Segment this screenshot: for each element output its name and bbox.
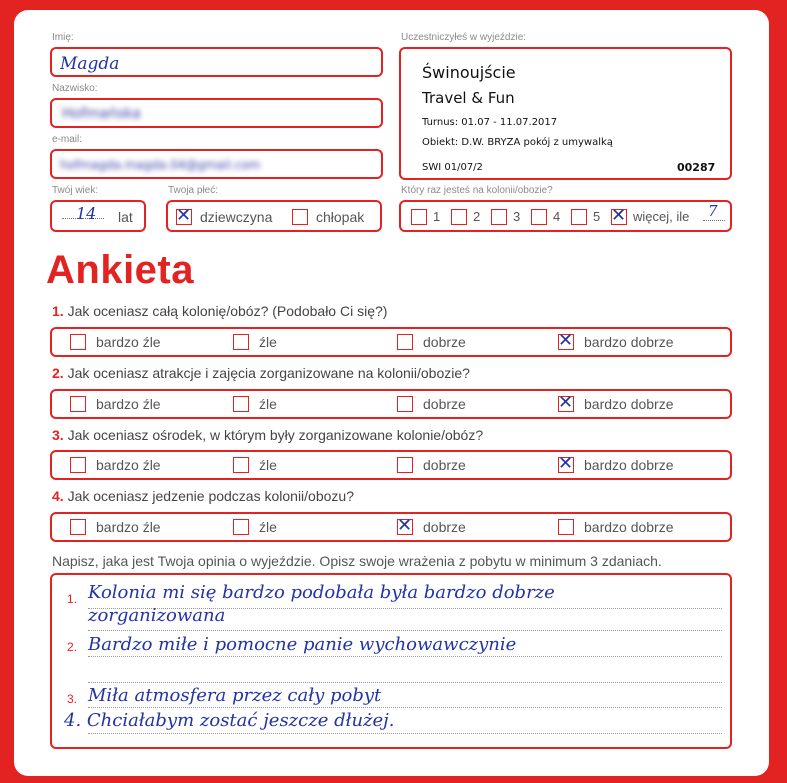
times-more-label: więcej, ile bbox=[633, 209, 690, 224]
surname-value: Hofmańska bbox=[62, 106, 141, 122]
age-unit: lat bbox=[118, 209, 133, 225]
times-option-2: 2 bbox=[473, 209, 481, 224]
question-4 bbox=[52, 488, 354, 504]
rating-option-label: dobrze bbox=[423, 457, 466, 473]
age-value: 14 bbox=[76, 204, 97, 223]
rating-row-2 bbox=[50, 389, 732, 419]
name-field[interactable] bbox=[50, 47, 383, 77]
rating-checkbox[interactable] bbox=[233, 396, 249, 412]
rating-checkbox[interactable] bbox=[397, 515, 413, 536]
times-option-3: 3 bbox=[513, 209, 521, 224]
surname-label: Nazwisko: bbox=[52, 83, 98, 94]
rating-checkbox[interactable] bbox=[70, 519, 86, 535]
rating-option-label: źle bbox=[259, 519, 277, 535]
rating-checkbox[interactable] bbox=[397, 396, 413, 412]
opinion-text-line-1: Kolonia mi się bardzo podobała była bardzo dobrze bbox=[88, 582, 555, 603]
times-label: Który raz jesteś na kolonii/obozie? bbox=[401, 185, 553, 196]
gender-label: Twoja płeć: bbox=[168, 185, 219, 196]
question-text: Jak oceniasz jedzenie podczas kolonii/obozu? bbox=[67, 488, 354, 504]
question-text: Jak oceniasz atrakcje i zajęcia zorganizowane na kolonii/obozie? bbox=[67, 365, 470, 381]
rating-option-label: bardzo źle bbox=[96, 396, 161, 412]
opinion-line bbox=[88, 630, 722, 632]
rating-option-label: bardzo dobrze bbox=[584, 396, 674, 412]
rating-checkbox[interactable] bbox=[558, 453, 574, 474]
opinion-number-2: 2. bbox=[67, 640, 78, 654]
opinion-text-line-2: zorganizowana bbox=[88, 605, 226, 626]
email-value: hofmagda.magda.04@gmail.com bbox=[60, 158, 261, 172]
check-mark-icon: ✕ bbox=[176, 205, 192, 226]
surname-field[interactable] bbox=[50, 98, 383, 128]
question-number: 3. bbox=[52, 427, 64, 443]
question-text: Jak oceniasz całą kolonię/obóz? (Podobało Ci się?) bbox=[67, 303, 388, 319]
rating-checkbox[interactable] bbox=[397, 457, 413, 473]
trip-program: Travel & Fun bbox=[422, 89, 515, 107]
check-mark-icon: ✕ bbox=[558, 453, 574, 474]
rating-option-label: bardzo dobrze bbox=[584, 519, 674, 535]
opinion-text-line-4: Miła atmosfera przez cały pobyt bbox=[88, 685, 382, 706]
gender-option-girl: dziewczyna bbox=[200, 209, 273, 225]
times-more-value: 7 bbox=[708, 202, 718, 220]
opinion-prompt: Napisz, jaka jest Twoja opinia o wyjeździe. Opisz swoje wrażenia z pobytu w minimum 3 zdaniach. bbox=[52, 553, 662, 569]
rating-checkbox[interactable] bbox=[233, 334, 249, 350]
question-number: 1. bbox=[52, 303, 64, 319]
times-option-1: 1 bbox=[433, 209, 441, 224]
name-label: Imię: bbox=[52, 32, 74, 43]
trip-label: Uczestniczyłeś w wyjeździe: bbox=[401, 32, 527, 43]
rating-checkbox[interactable] bbox=[558, 392, 574, 413]
times-dotted-line bbox=[703, 220, 725, 221]
trip-destination: Świnoujście bbox=[422, 63, 516, 82]
opinion-line bbox=[88, 656, 722, 658]
rating-checkbox[interactable] bbox=[558, 519, 574, 535]
question-3 bbox=[52, 427, 483, 443]
question-text: Jak oceniasz ośrodek, w którym były zorganizowane kolonie/obóz? bbox=[67, 427, 484, 443]
times-checkbox-2[interactable] bbox=[451, 209, 467, 225]
trip-object: Obiekt: D.W. BRYZA pokój z umywalką bbox=[422, 137, 613, 148]
check-mark-icon: ✕ bbox=[558, 330, 574, 351]
opinion-line bbox=[88, 707, 722, 709]
gender-checkbox-boy[interactable] bbox=[292, 209, 308, 225]
question-1 bbox=[52, 303, 387, 319]
rating-checkbox[interactable] bbox=[70, 396, 86, 412]
rating-checkbox[interactable] bbox=[558, 330, 574, 351]
rating-row-1 bbox=[50, 327, 732, 357]
rating-option-label: źle bbox=[259, 334, 277, 350]
rating-option-label: źle bbox=[259, 457, 277, 473]
trip-turnus: Turnus: 01.07 - 11.07.2017 bbox=[422, 117, 558, 128]
times-checkbox-4[interactable] bbox=[531, 209, 547, 225]
times-checkbox-more[interactable] bbox=[611, 205, 627, 226]
name-value: Magda bbox=[60, 54, 120, 74]
times-checkbox-3[interactable] bbox=[491, 209, 507, 225]
check-mark-icon: ✕ bbox=[558, 392, 574, 413]
rating-option-label: bardzo źle bbox=[96, 334, 161, 350]
rating-checkbox[interactable] bbox=[233, 519, 249, 535]
trip-info-box bbox=[399, 47, 732, 180]
gender-checkbox-girl[interactable] bbox=[176, 205, 192, 226]
question-number: 4. bbox=[52, 488, 64, 504]
opinion-line bbox=[88, 682, 722, 684]
gender-field bbox=[166, 200, 382, 232]
question-number: 2. bbox=[52, 365, 64, 381]
rating-option-label: bardzo źle bbox=[96, 457, 161, 473]
rating-option-label: bardzo dobrze bbox=[584, 334, 674, 350]
rating-option-label: źle bbox=[259, 396, 277, 412]
rating-row-4 bbox=[50, 512, 732, 542]
rating-option-label: dobrze bbox=[423, 334, 466, 350]
age-field[interactable] bbox=[50, 200, 146, 232]
gender-option-boy: chłopak bbox=[316, 209, 365, 225]
opinion-text-line-3: Bardzo miłe i pomocne panie wychowawczynie bbox=[88, 634, 517, 655]
trip-number: 00287 bbox=[677, 161, 716, 174]
rating-checkbox[interactable] bbox=[70, 334, 86, 350]
email-field[interactable] bbox=[50, 149, 383, 179]
rating-checkbox[interactable] bbox=[233, 457, 249, 473]
rating-option-label: bardzo źle bbox=[96, 519, 161, 535]
times-field bbox=[399, 200, 732, 232]
rating-option-label: bardzo dobrze bbox=[584, 457, 674, 473]
question-2 bbox=[52, 365, 470, 381]
rating-option-label: dobrze bbox=[423, 519, 466, 535]
age-label: Twój wiek: bbox=[52, 185, 99, 196]
times-option-4: 4 bbox=[553, 209, 561, 224]
rating-row-3 bbox=[50, 450, 732, 480]
times-checkbox-5[interactable] bbox=[571, 209, 587, 225]
survey-title: Ankieta bbox=[46, 248, 194, 292]
times-checkbox-1[interactable] bbox=[411, 209, 427, 225]
rating-checkbox[interactable] bbox=[397, 334, 413, 350]
times-option-5: 5 bbox=[593, 209, 601, 224]
rating-checkbox[interactable] bbox=[70, 457, 86, 473]
check-mark-icon: ✕ bbox=[611, 205, 627, 226]
rating-option-label: dobrze bbox=[423, 396, 466, 412]
trip-code: SWI 01/07/2 bbox=[422, 162, 483, 173]
check-mark-icon: ✕ bbox=[397, 515, 413, 536]
opinion-text-line-5: 4. Chciałabym zostać jeszcze dłużej. bbox=[64, 710, 395, 731]
opinion-line bbox=[88, 733, 722, 735]
opinion-number-3: 3. bbox=[67, 692, 78, 706]
opinion-number-1: 1. bbox=[67, 592, 78, 606]
email-label: e-mail: bbox=[52, 134, 83, 145]
